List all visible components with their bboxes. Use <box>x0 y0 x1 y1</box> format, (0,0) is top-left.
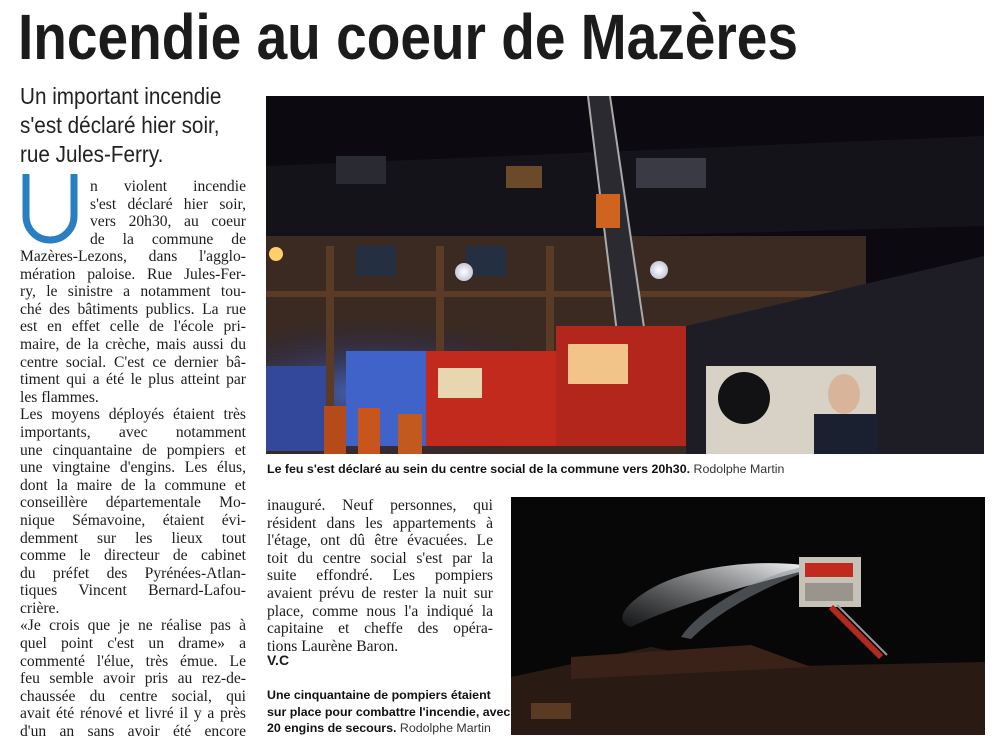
body-line: d'un an sans avoir été encore <box>20 723 246 741</box>
body-line: l'étage, ont dû être évacuées. Le <box>267 532 493 550</box>
body-line: Mazères-Lezons, dans l'agglo- <box>20 248 246 265</box>
body-line: n violent incendie <box>90 178 246 195</box>
body-column-1 <box>20 248 246 741</box>
body-line: avait été rénové et livré il y a près <box>20 705 246 723</box>
article-headline: Incendie au coeur de Mazères <box>18 1 799 73</box>
body-line: ché des bâtiments publics. La rue <box>20 300 246 318</box>
body-line: s'est déclaré hier soir, <box>90 195 246 213</box>
body-line: de la commune de <box>90 230 246 248</box>
body-line: crière. <box>20 599 60 617</box>
body-column-wrap <box>90 178 246 248</box>
body-line: importants, avec notamment <box>20 423 246 441</box>
author-signature: V.C <box>267 652 290 668</box>
body-line: timent qui a été le plus atteint par <box>20 371 246 389</box>
body-line: Les moyens déployés étaient très <box>20 406 246 424</box>
body-line: inauguré. Neuf personnes, qui <box>267 497 493 514</box>
body-line: vers 20h30, au coeur <box>90 213 246 231</box>
body-line: une vingtaine d'engins. Les élus, <box>20 459 246 477</box>
body-line: capitaine et cheffe des opéra- <box>267 620 493 638</box>
caption-text: Le feu s'est déclaré au sein du centre social de la commune vers 20h30. <box>267 462 691 476</box>
body-line: tiques Vincent Bernard-Lafou- <box>20 582 246 600</box>
body-line: maire, de la crèche, mais aussi du <box>20 335 246 353</box>
body-line: dont la maire de la commune et <box>20 476 246 494</box>
photo-credit: Rodolphe Martin <box>693 462 785 476</box>
lede-line: Un important incendie <box>20 83 222 109</box>
drop-cap <box>18 170 82 250</box>
body-line: place, comme nous l'a indiqué la <box>267 602 493 620</box>
caption-text: Une cinquantaine de pompiers étaient <box>267 688 491 702</box>
photo-credit: Rodolphe Martin <box>399 721 491 735</box>
article-lede <box>20 82 260 169</box>
body-line: comme le directeur de cabinet <box>20 547 246 565</box>
body-line: centre social. C'est ce dernier bâ- <box>20 353 246 371</box>
body-line: feu semble avoir pris au rez-de- <box>20 670 246 688</box>
body-column-2 <box>267 497 493 655</box>
caption-text: 20 engins de secours. <box>267 721 397 735</box>
caption-last-line <box>267 720 493 737</box>
body-line: demment sur les lieux tout <box>20 529 246 547</box>
body-line: ry, le sinistre a notamment tou- <box>20 283 246 301</box>
body-line: suite effondré. Les pompiers <box>267 567 493 585</box>
body-line: résident dans les appartements à <box>267 514 493 532</box>
body-line: toit du centre social s'est par la <box>267 549 493 567</box>
photo-caption <box>267 461 987 477</box>
body-line: avaient prévu de rester la nuit sur <box>267 584 493 602</box>
caption-text: sur place pour combattre l'incendie, avec <box>267 704 511 719</box>
body-line: nique Sémavoine, étaient évi- <box>20 511 246 529</box>
body-line: mération paloise. Rue Jules-Fer- <box>20 265 246 283</box>
aerial-ladder-photo <box>511 497 985 735</box>
body-line: est en effet celle de l'école pri- <box>20 318 246 336</box>
body-line: chaussée du centre social, qui <box>20 687 246 705</box>
body-line: conseillère départementale Mo- <box>20 494 246 512</box>
body-line: quel point c'est un drame» a <box>20 635 246 653</box>
lede-line: s'est déclaré hier soir, <box>20 112 220 138</box>
body-line: une cinquantaine de pompiers et <box>20 441 246 459</box>
body-line: les flammes. <box>20 388 99 406</box>
body-line: «Je crois que je ne réalise pas à <box>20 617 246 635</box>
fire-scene-photo <box>266 96 984 454</box>
lede-line: rue Jules-Ferry. <box>20 141 164 167</box>
body-line: tions Laurène Baron. <box>267 637 399 655</box>
body-line: du préfet des Pyrénées-Atlan- <box>20 564 246 582</box>
body-line: commenté l'élue, très émue. Le <box>20 652 246 670</box>
photo-caption <box>267 687 511 737</box>
